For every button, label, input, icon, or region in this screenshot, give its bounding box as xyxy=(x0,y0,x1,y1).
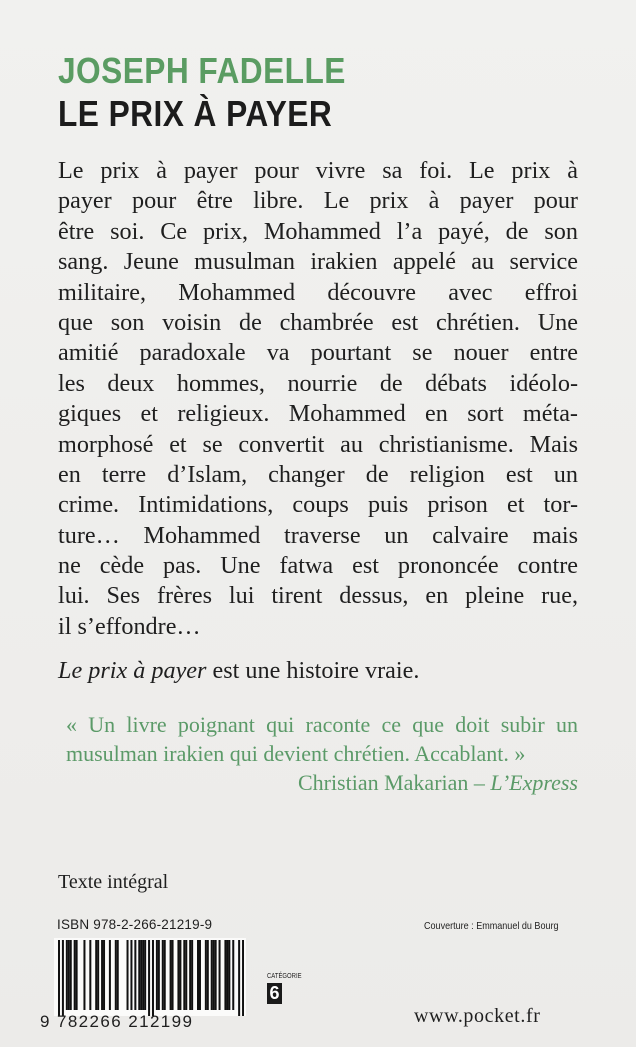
barcode-bar xyxy=(191,940,193,1010)
barcode-bar xyxy=(156,940,158,1010)
blurb-line: amitié paradoxale va pourtant se nouer entre xyxy=(58,339,578,367)
barcode-bar xyxy=(101,940,103,1010)
barcode-bar xyxy=(148,940,150,1016)
barcode-bar xyxy=(238,940,240,1016)
barcode-bar xyxy=(213,940,215,1010)
barcode-bar xyxy=(142,940,144,1010)
blurb-line: payer pour être libre. Le prix à payer pour xyxy=(58,187,578,215)
barcode-bar xyxy=(83,940,85,1010)
barcode-bar xyxy=(207,940,209,1010)
barcode-bar xyxy=(97,940,99,1010)
barcode-bar xyxy=(242,940,244,1016)
book-title: LE PRIX À PAYER xyxy=(58,93,333,134)
barcode-bar xyxy=(185,940,187,1010)
barcode-bar xyxy=(228,940,230,1010)
quote-publication: L’Express xyxy=(490,770,578,795)
barcode-bar xyxy=(224,940,226,1010)
barcode-bar xyxy=(232,940,234,1010)
blurb-line: crime. Intimidations, coups puis prison et tor- xyxy=(58,491,578,519)
blurb-paragraph xyxy=(58,156,578,642)
author-name: JOSEPH FADELLE xyxy=(58,50,346,91)
true-story-title: Le prix à payer xyxy=(58,657,207,684)
barcode-bar xyxy=(89,940,91,1010)
barcode-bar xyxy=(62,940,64,1016)
barcode-bar xyxy=(164,940,166,1010)
barcode xyxy=(40,938,250,1038)
quote-attribution xyxy=(66,768,578,797)
blurb-line: être soi. Ce prix, Mohammed l’a payé, de son xyxy=(58,217,578,245)
publisher-website: www.pocket.fr xyxy=(414,1005,541,1027)
barcode-bar xyxy=(140,940,142,1010)
blurb-line: Le prix à payer pour vivre sa foi. Le prix à xyxy=(58,157,578,184)
barcode-bar xyxy=(127,940,129,1010)
blurb-line: militaire, Mohammed découvre avec effroi xyxy=(58,278,578,306)
barcode-bar xyxy=(130,940,132,1010)
quote-critic: Christian Makarian – xyxy=(297,770,491,795)
barcode-bar xyxy=(138,940,140,1010)
barcode-bar xyxy=(109,940,111,1010)
barcode-bar xyxy=(158,940,160,1010)
barcode-bar xyxy=(115,940,117,1010)
true-story-line xyxy=(58,657,419,685)
barcode-bar xyxy=(197,940,199,1010)
barcode-bar xyxy=(179,940,181,1010)
barcode-bar xyxy=(170,940,172,1010)
cover-credit: Couverture : Emmanuel du Bourg xyxy=(424,920,559,932)
press-quote xyxy=(66,710,578,797)
blurb-line: giques et religieux. Mohammed en sort méta- xyxy=(58,400,578,428)
barcode-bar xyxy=(226,940,228,1010)
barcode-bars xyxy=(58,940,244,1016)
barcode-bar xyxy=(70,940,72,1010)
barcode-bar xyxy=(68,940,70,1010)
isbn-number: ISBN 978-2-266-21219-9 xyxy=(57,917,213,932)
category-badge: 6 xyxy=(267,983,282,1004)
barcode-bar xyxy=(95,940,97,1010)
blurb-line: morphosé et se convertit au christianisme. Mais xyxy=(58,430,578,458)
barcode-bar xyxy=(66,940,68,1010)
barcode-bar xyxy=(211,940,213,1010)
barcode-bar xyxy=(162,940,164,1010)
barcode-bar xyxy=(177,940,179,1010)
barcode-bar xyxy=(74,940,76,1010)
barcode-bar xyxy=(215,940,217,1010)
blurb-line: lui. Ses frères lui tirent dessus, en pleine rue, xyxy=(58,582,578,610)
barcode-bar xyxy=(172,940,174,1010)
barcode-bar xyxy=(76,940,78,1010)
barcode-bar xyxy=(183,940,185,1010)
blurb-line: en terre d’Islam, changer de religion est un xyxy=(58,460,578,488)
barcode-bar xyxy=(103,940,105,1010)
barcode-bar xyxy=(134,940,136,1010)
quote-line-2: musulman irakien qui devient chrétien. Accablant. » xyxy=(66,741,526,766)
barcode-bar xyxy=(205,940,207,1010)
blurb-line: les deux hommes, nourrie de débats idéolo- xyxy=(58,369,578,397)
barcode-bar xyxy=(58,940,60,1016)
blurb-line: ture… Mohammed traverse un calvaire mais xyxy=(58,521,578,549)
barcode-bar xyxy=(199,940,201,1010)
blurb-line: que son voisin de chambrée est chrétien. Une xyxy=(58,308,578,336)
barcode-bar xyxy=(189,940,191,1010)
barcode-bar xyxy=(144,940,146,1010)
barcode-bar xyxy=(117,940,119,1010)
barcode-digits: 9 782266 212199 xyxy=(40,1012,194,1031)
integral-text-note: Texte intégral xyxy=(58,871,169,893)
blurb-line: ne cède pas. Une fatwa est prononcée contre xyxy=(58,552,578,580)
category-label: CATÉGORIE xyxy=(267,973,302,980)
blurb-line: sang. Jeune musulman irakien appelé au service xyxy=(58,248,578,276)
quote-line-1: « Un livre poignant qui raconte ce que doit subir un xyxy=(66,712,578,737)
blurb-line: il s’effondre… xyxy=(58,612,201,640)
barcode-bar xyxy=(219,940,221,1010)
barcode-bar xyxy=(152,940,154,1016)
true-story-rest: est une histoire vraie. xyxy=(206,657,420,684)
